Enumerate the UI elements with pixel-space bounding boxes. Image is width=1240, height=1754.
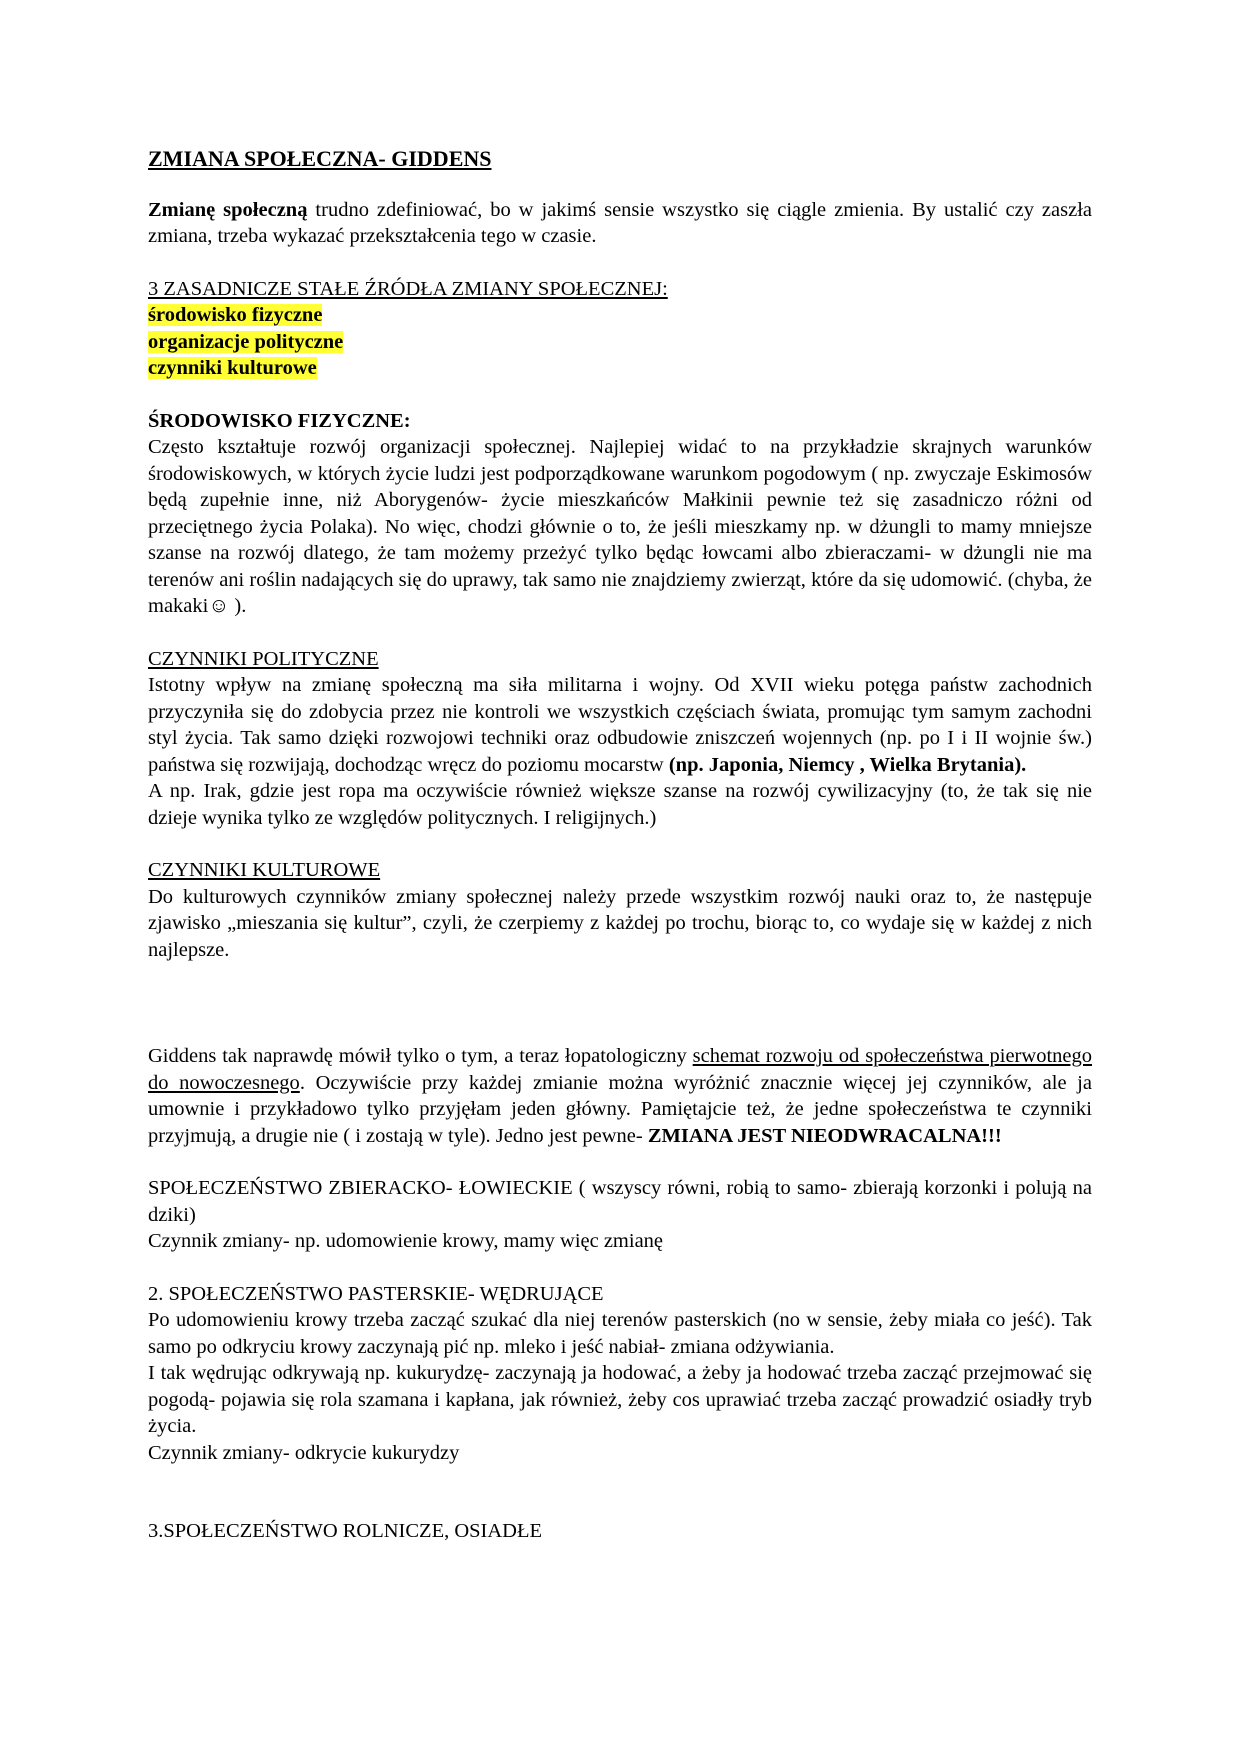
- cult-paragraph: Do kulturowych czynników zmiany społecznej należy przede wszystkim rozwój nauki oraz to, że następuje zjawisko „mieszania się kultur”, czyli, że czerpiemy z każdej po trochu, biorąc to, co wydaje się w każdej z nich najlepsze.: [148, 885, 1092, 961]
- giddens-paragraph: Giddens tak naprawdę mówił tylko o tym, a teraz łopatologiczny schemat rozwoju od społeczeństwa pierwotnego do nowoczesnego. Oczywiście przy każdej zmianie można wyróżnić znacznie więcej jej czynników, ale ja umownie i przykładowo tylko przyjęłam jeden główny. Pamiętajcie też, że jedne społeczeństwa te czynniki przyjmują, a drugie nie ( i zostają w tyle). Jedno jest pewne- ZMIANA JEST NIEODWRACALNA!!!: [148, 1045, 1092, 1147]
- cult-heading: CZYNNIKI KULTUROWE: [148, 859, 381, 881]
- document-page: [148, 146, 1092, 1545]
- intro-text: trudno zdefiniować, bo w jakimś sensie wszystko się ciągle zmienia. By ustalić czy zaszła zmiana, trzeba wykazać przekształcenia tego w czasie.: [148, 198, 1093, 247]
- pol-paragraph-2: A np. Irak, gdzie jest ropa ma oczywiście również większe szanse na rozwój cywilizacyjny (to, że tak się nie dzieje wynika tylko ze względów politycznych. I religijnych.): [148, 780, 1092, 829]
- giddens-bold: ZMIANA JEST NIEODWRACALNA!!!: [647, 1124, 1002, 1147]
- sources-heading: 3 ZASADNICZE STAŁE ŹRÓDŁA ZMIANY SPOŁECZNEJ:: [148, 277, 668, 300]
- s3-heading: 3.SPOŁECZEŃSTWO ROLNICZE, OSIADŁE: [148, 1520, 543, 1542]
- intro-paragraph: [148, 197, 1092, 250]
- s2-factor: Czynnik zmiany- odkrycie kukurydzy: [148, 1441, 460, 1464]
- schema-link: schemat rozwoju od społeczeństwa pierwotnego do nowoczesnego: [148, 1045, 1092, 1094]
- source-item-1: środowisko fizyczne: [148, 304, 323, 326]
- pol-bold: (np. Japonia, Niemcy , Wielka Brytania).: [668, 753, 1027, 776]
- pol-paragraph: Istotny wpływ na zmianę społeczną ma siła militarna i wojny. Od XVII wieku potęga państw zachodnich przyczyniła się do zdobycia przez nie kontroli we wszystkich częściach świata, promując tym samym zachodni styl życia. Tak samo dzięki rozwojowi techniki oraz odbudowie zniszczeń wojennych (np. po I i II wojnie św.) państwa się rozwijają, dochodząc wręcz do poziomu mocarstw (np. Japonia, Niemcy , Wielka Brytania).: [148, 674, 1092, 776]
- env-heading: ŚRODOWISKO FIZYCZNE:: [148, 409, 411, 432]
- s2-paragraph-2: I tak wędrując odkrywają np. kukurydzę- zaczynają ja hodować, a żeby ja hodować trzeba zacząć przejmować się pogodą- pojawia się rola szamana i kapłana, jak również, żeby cos uprawiać trzeba zacząć prowadzić osiadły tryb życia.: [148, 1362, 1092, 1437]
- intro-bold: Zmianę społeczną: [148, 198, 308, 221]
- pol-heading: CZYNNIKI POLITYCZNE: [148, 647, 379, 670]
- s2-paragraph-1: Po udomowieniu krowy trzeba zacząć szukać dla niej terenów pasterskich (no w sensie, żeby miała co jeść). Tak samo po odkryciu krowy zaczynają pić np. mleko i jeść nabiał- zmiana odżywiania.: [148, 1309, 1092, 1358]
- s1-factor: Czynnik zmiany- np. udomowienie krowy, mamy więc zmianę: [148, 1230, 664, 1252]
- source-item-2: organizacje polityczne: [148, 330, 344, 353]
- env-paragraph: Często kształtuje rozwój organizacji społecznej. Najlepiej widać to na przykładzie skrajnych warunków środowiskowych, w których życie ludzi jest podporządkowane warunkom pogodowym ( np. zwyczaje Eskimosów będą zupełnie inne, niż Aborygenów- życie mieszkańców Małkinii pewnie też się zasadniczo różni od przeciętnego życia Polaka). No więc, chodzi głównie o to, że jeśli mieszkamy np. w dżungli to mamy mniejsze szanse na rozwój dlatego, że tam możemy przeżyć tylko będąc łowcami albo zbieraczami- w dżungli nie ma terenów ani roślin nadających się do uprawy, tak samo nie znajdziemy zwierząt, które da się udomowić. (chyba, że makaki☺ ).: [148, 436, 1092, 617]
- s2-heading: 2. SPOŁECZEŃSTWO PASTERSKIE- WĘDRUJĄCE: [148, 1282, 604, 1305]
- s1-heading: SPOŁECZEŃSTWO ZBIERACKO- ŁOWIECKIE ( wszyscy równi, robią to samo- zbierają korzonki i polują na dziki): [148, 1177, 1092, 1226]
- document-title: ZMIANA SPOŁECZNA- GIDDENS: [148, 146, 492, 171]
- source-item-3: czynniki kulturowe: [148, 357, 317, 379]
